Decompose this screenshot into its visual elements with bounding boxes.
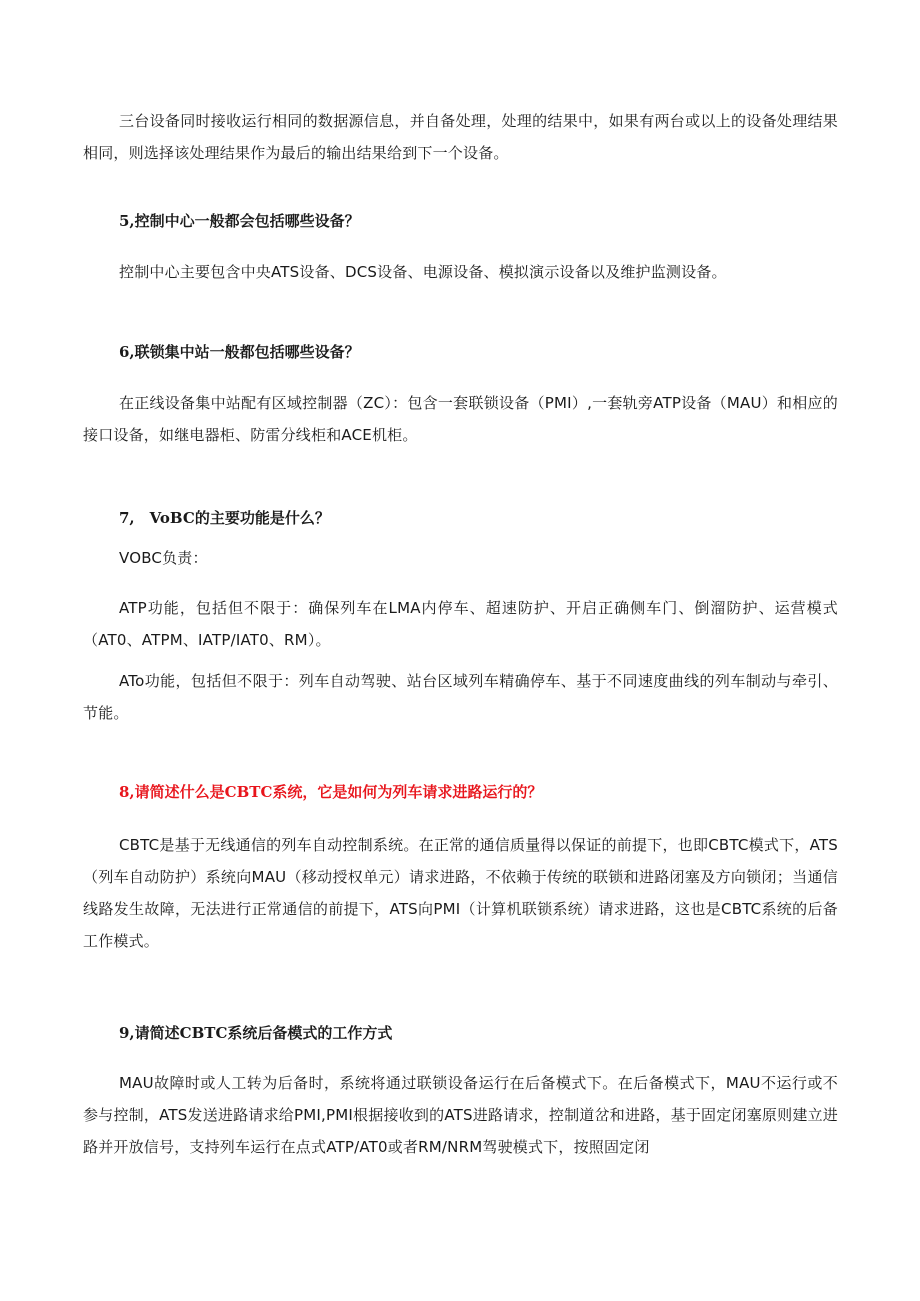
q8-heading: 8,请简述什么是CBTC系统，它是如何为列车请求进路运行的？ — [119, 783, 543, 801]
q6-heading: 6,联锁集中站一般都包括哪些设备？ — [119, 343, 360, 361]
q7-atp-paragraph: ATP功能，包括但不限于：确保列车在LMA内停车、超速防护、开启正确侧车门、倒溜防护、运营模式（AT0、ATPM、IATP/IAT0、RM）。 — [83, 599, 838, 649]
q7-ato-paragraph: ATo功能，包括但不限于：列车自动驾驶、站台区域列车精确停车、基于不同速度曲线的列车制动与牵引、节能。 — [83, 672, 838, 722]
q7-heading: 7, VoBC的主要功能是什么？ — [119, 509, 330, 527]
q7-intro: VOBC负责： — [119, 549, 208, 567]
q5-answer: 控制中心主要包含中央ATS设备、DCS设备、电源设备、模拟演示设备以及维护监测设备。 — [119, 263, 727, 281]
q9-answer: MAU故障时或人工转为后备时，系统将通过联锁设备运行在后备模式下。在后备模式下，MAU不运行或不参与控制，ATS发送进路请求给PMI,PMI根据接收到的ATS进路请求，控制道岔和进路，基于固定闭塞原则建立进路并开放信号，支持列车运行在点式ATP/AT0或者RM/NRM驾驶模式下，按照固定闭 — [83, 1074, 838, 1156]
intro-paragraph: 三台设备同时接收运行相同的数据源信息，并自备处理，处理的结果中，如果有两台或以上的设备处理结果相同，则选择该处理结果作为最后的输出结果给到下一个设备。 — [83, 112, 838, 162]
q5-heading: 5,控制中心一般都会包括哪些设备？ — [119, 212, 360, 230]
q6-answer: 在正线设备集中站配有区域控制器（ZC）：包含一套联锁设备（PMI）,一套轨旁ATP设备（MAU）和相应的接口设备，如继电器柜、防雷分线柜和ACE机柜。 — [83, 394, 838, 444]
q8-answer: CBTC是基于无线通信的列车自动控制系统。在正常的通信质量得以保证的前提下，也即CBTC模式下，ATS（列车自动防护）系统向MAU（移动授权单元）请求进路，不依赖于传统的联锁和进路闭塞及方向锁闭；当通信线路发生故障，无法进行正常通信的前提下，ATS向PMI（计算机联锁系统）请求进路，这也是CBTC系统的后备工作模式。 — [83, 836, 838, 950]
q9-heading: 9,请简述CBTC系统后备模式的工作方式 — [119, 1024, 393, 1042]
